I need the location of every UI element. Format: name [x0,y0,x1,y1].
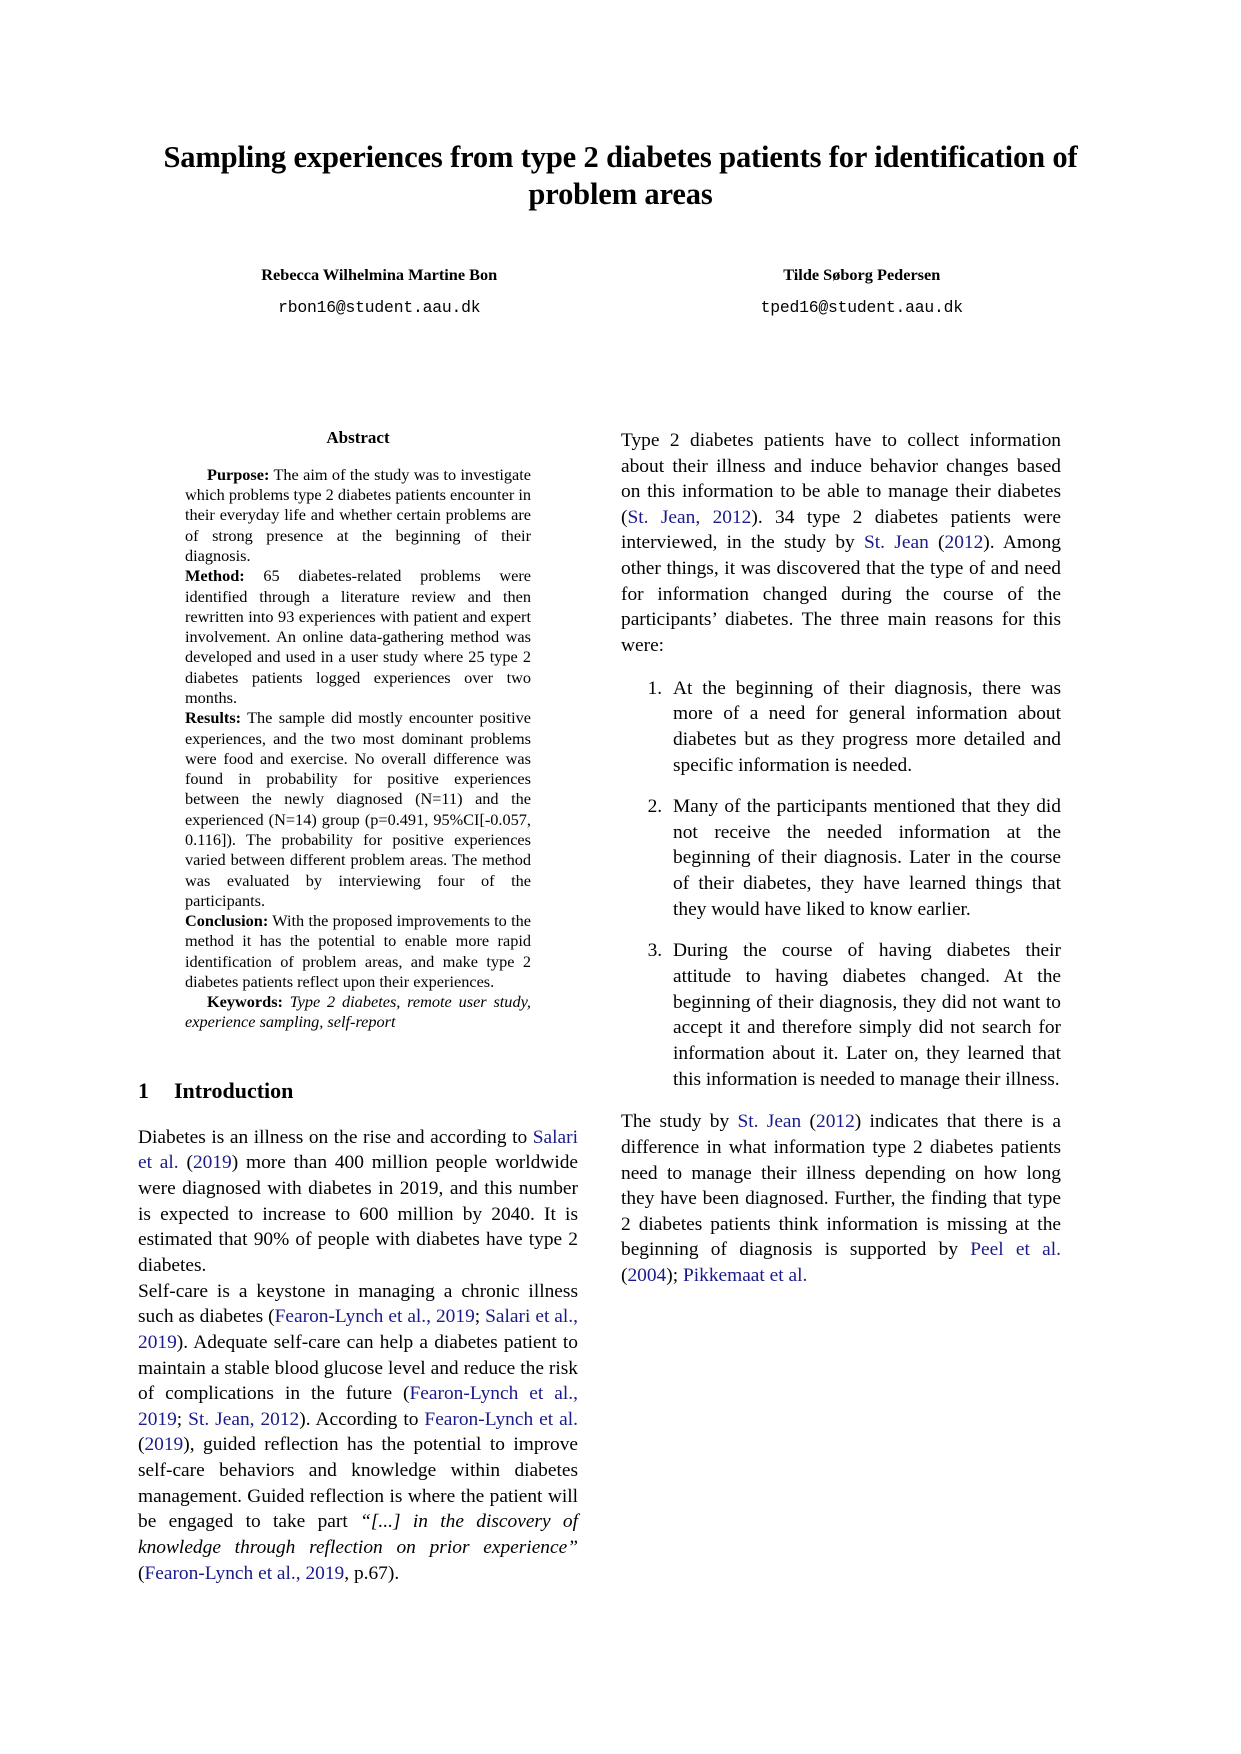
intro-paragraph-1 [138,1125,578,1279]
abstract-keywords-label: Keywords: [207,992,283,1012]
citation-link[interactable]: Fearon-Lynch et al. [424,1408,578,1430]
citation-link[interactable]: Peel et al. [970,1239,1061,1261]
citation-link[interactable]: 2019 [192,1152,232,1174]
abstract-method-text: 65 diabetes-related problems were identified through a literature review and then rewritten into 93 experiences with patient and expert involvement. An online data-gathering method was developed and used in a user study where 25 type 2 diabetes patients logged experiences over two months. [185,566,531,707]
text-run: ( [801,1111,816,1133]
abstract-purpose-text: The aim of the study was to investigate which problems type 2 diabetes patients encounter in their everyday life and whether certain problems are of strong presence at the beginning of their diagnosis. [185,464,531,565]
citation-link[interactable]: Fearon-Lynch et al., 2019 [274,1306,475,1328]
text-run: ). 34 type 2 diabetes patients were interviewed, in the study by [621,506,1061,554]
author-name: Rebecca Wilhelmina Martine Bon [261,265,498,285]
citation-link[interactable]: St. Jean [737,1111,802,1133]
text-run: ( [178,1152,193,1174]
citation-link[interactable]: 2019 [144,1434,184,1456]
abstract-method-label: Method: [185,566,245,586]
intro-paragraph-2 [138,1279,578,1587]
citation-link[interactable]: Salari et al. [138,1126,578,1174]
reasons-list [621,676,1061,1093]
abstract-body [185,465,531,1033]
list-item: 3. During the course of having diabetes their attitude to having diabetes changed. At the beginning of their diagnosis, they did not want to accept it and therefore simply did not search for information about it. Later on, they learned that this information is needed to manage their illness. [667,938,1061,1092]
text-run: ( [928,532,945,554]
introduction-body-right [621,428,1061,1289]
text-run: Diabetes is an illness on the rise and according to [138,1126,533,1148]
text-run: ) more than 400 million people worldwide were diagnosed with diabetes in 2019, and this number is expected to increase to 600 million by 2040. It is estimated that 90% of people with diabetes have type 2 diabetes. [138,1152,579,1276]
text-run: ( [621,1265,628,1287]
section-title: Introduction [174,1077,294,1103]
text-run: ). Adequate self-care can help a diabetes patient to maintain a stable blood glucose level and reduce the risk of complications in the future ( [138,1331,578,1405]
abstract-keywords-text: Type 2 diabetes, remote user study, experience sampling, self-report [185,992,531,1032]
abstract-purpose [185,465,531,566]
intro-paragraph-3 [621,428,1061,659]
section-number: 1 [138,1077,149,1103]
citation-link[interactable]: St. Jean, 2012 [188,1408,300,1430]
text-run: , p.67). [344,1562,400,1584]
abstract-heading: Abstract [326,427,390,447]
text-run: ( [138,1434,145,1456]
text-run: Type 2 diabetes patients have to collect information about their illness and induce behavior changes based on this information to be able to manage their diabetes ( [621,429,1061,528]
text-run: ); [666,1265,683,1287]
citation-link[interactable]: 2012 [944,532,984,554]
page-title: Sampling experiences from type 2 diabetes patients for identification of problem areas [163,140,1078,211]
abstract-results-label: Results: [185,708,242,728]
abstract-method [185,566,531,708]
title-block [0,0,1241,212]
quotation: “[...] in the discovery of knowledge through reflection on prior experience” [138,1511,578,1558]
text-run: The study by [621,1111,738,1133]
list-item: 1. At the beginning of their diagnosis, there was more of a need for general information about diabetes but as they progress more detailed and specific information is needed. [667,676,1061,779]
text-run: Self-care is a keystone in managing a chronic illness such as diabetes ( [138,1280,578,1328]
author-entry [621,265,1104,318]
section-heading-introduction [138,1078,578,1104]
text-run: ( [138,1562,145,1584]
author-entry [138,265,621,318]
text-run: ; [176,1408,189,1430]
abstract-conclusion [185,911,531,992]
body-columns [0,428,1241,1586]
citation-link[interactable]: Fearon-Lynch et al., 2019 [138,1383,578,1430]
text-run: ), guided reflection has the potential to improve self-care behaviors and knowledge within diabetes management. Guided reflection is where the patient will be engaged to take part [138,1434,578,1533]
text-run: ; [474,1306,486,1328]
citation-link[interactable]: 2012 [816,1111,855,1133]
abstract-conclusion-text: With the proposed improvements to the method it has the potential to enable more rapid identification of problem areas, and make type 2 diabetes patients reflect upon their experiences. [185,911,531,991]
abstract-section [138,428,578,1033]
citation-link[interactable]: St. Jean, 2012 [627,506,752,528]
citation-link[interactable]: Pikkemaat et al. [682,1265,808,1287]
abstract-results [185,708,531,911]
text-run: ) indicates that there is a difference in what information type 2 diabetes patients need to manage their illness depending on how long they have been diagnosed. Further, the finding that type 2 diabetes patients think information is missing at the beginning of diagnosis is supported by [621,1111,1062,1261]
author-email[interactable]: rbon16@student.aau.dk [278,297,481,317]
intro-paragraph-4 [621,1109,1061,1288]
citation-link[interactable]: Fearon-Lynch et al., 2019 [144,1562,345,1584]
author-name: Tilde Søborg Pedersen [783,265,941,285]
abstract-results-text: The sample did mostly encounter positive experiences, and the two most dominant problems were food and exercise. No overall difference was found in probability for positive experiences between the newly diagnosed (N=11) and the experienced (N=14) group (p=0.491, 95%CI[-0.057, 0.116]). The probability for positive experiences varied between different problem areas. The method was evaluated by interviewing four of the participants. [185,708,531,910]
right-column [621,428,1061,1289]
citation-link[interactable]: 2004 [627,1265,667,1287]
abstract-conclusion-label: Conclusion: [185,911,269,931]
abstract-purpose-label: Purpose: [207,464,270,484]
text-run: ). Among other things, it was discovered that the type of and need for information changed during the course of the participants’ diabetes. The three main reasons for this were: [621,532,1061,656]
citation-link[interactable]: St. Jean [864,532,929,554]
author-email[interactable]: tped16@student.aau.dk [760,297,963,317]
text-run: ). According to [299,1408,425,1430]
left-column [138,428,578,1586]
author-block [0,212,1241,318]
abstract-keywords [185,992,531,1033]
introduction-body-left [138,1125,578,1587]
list-item: 2. Many of the participants mentioned that they did not receive the needed information at the beginning of their diagnosis. Later in the course of their diabetes, they have learned things that they would have liked to know earlier. [667,794,1061,922]
citation-link[interactable]: Salari et al., 2019 [138,1306,578,1353]
